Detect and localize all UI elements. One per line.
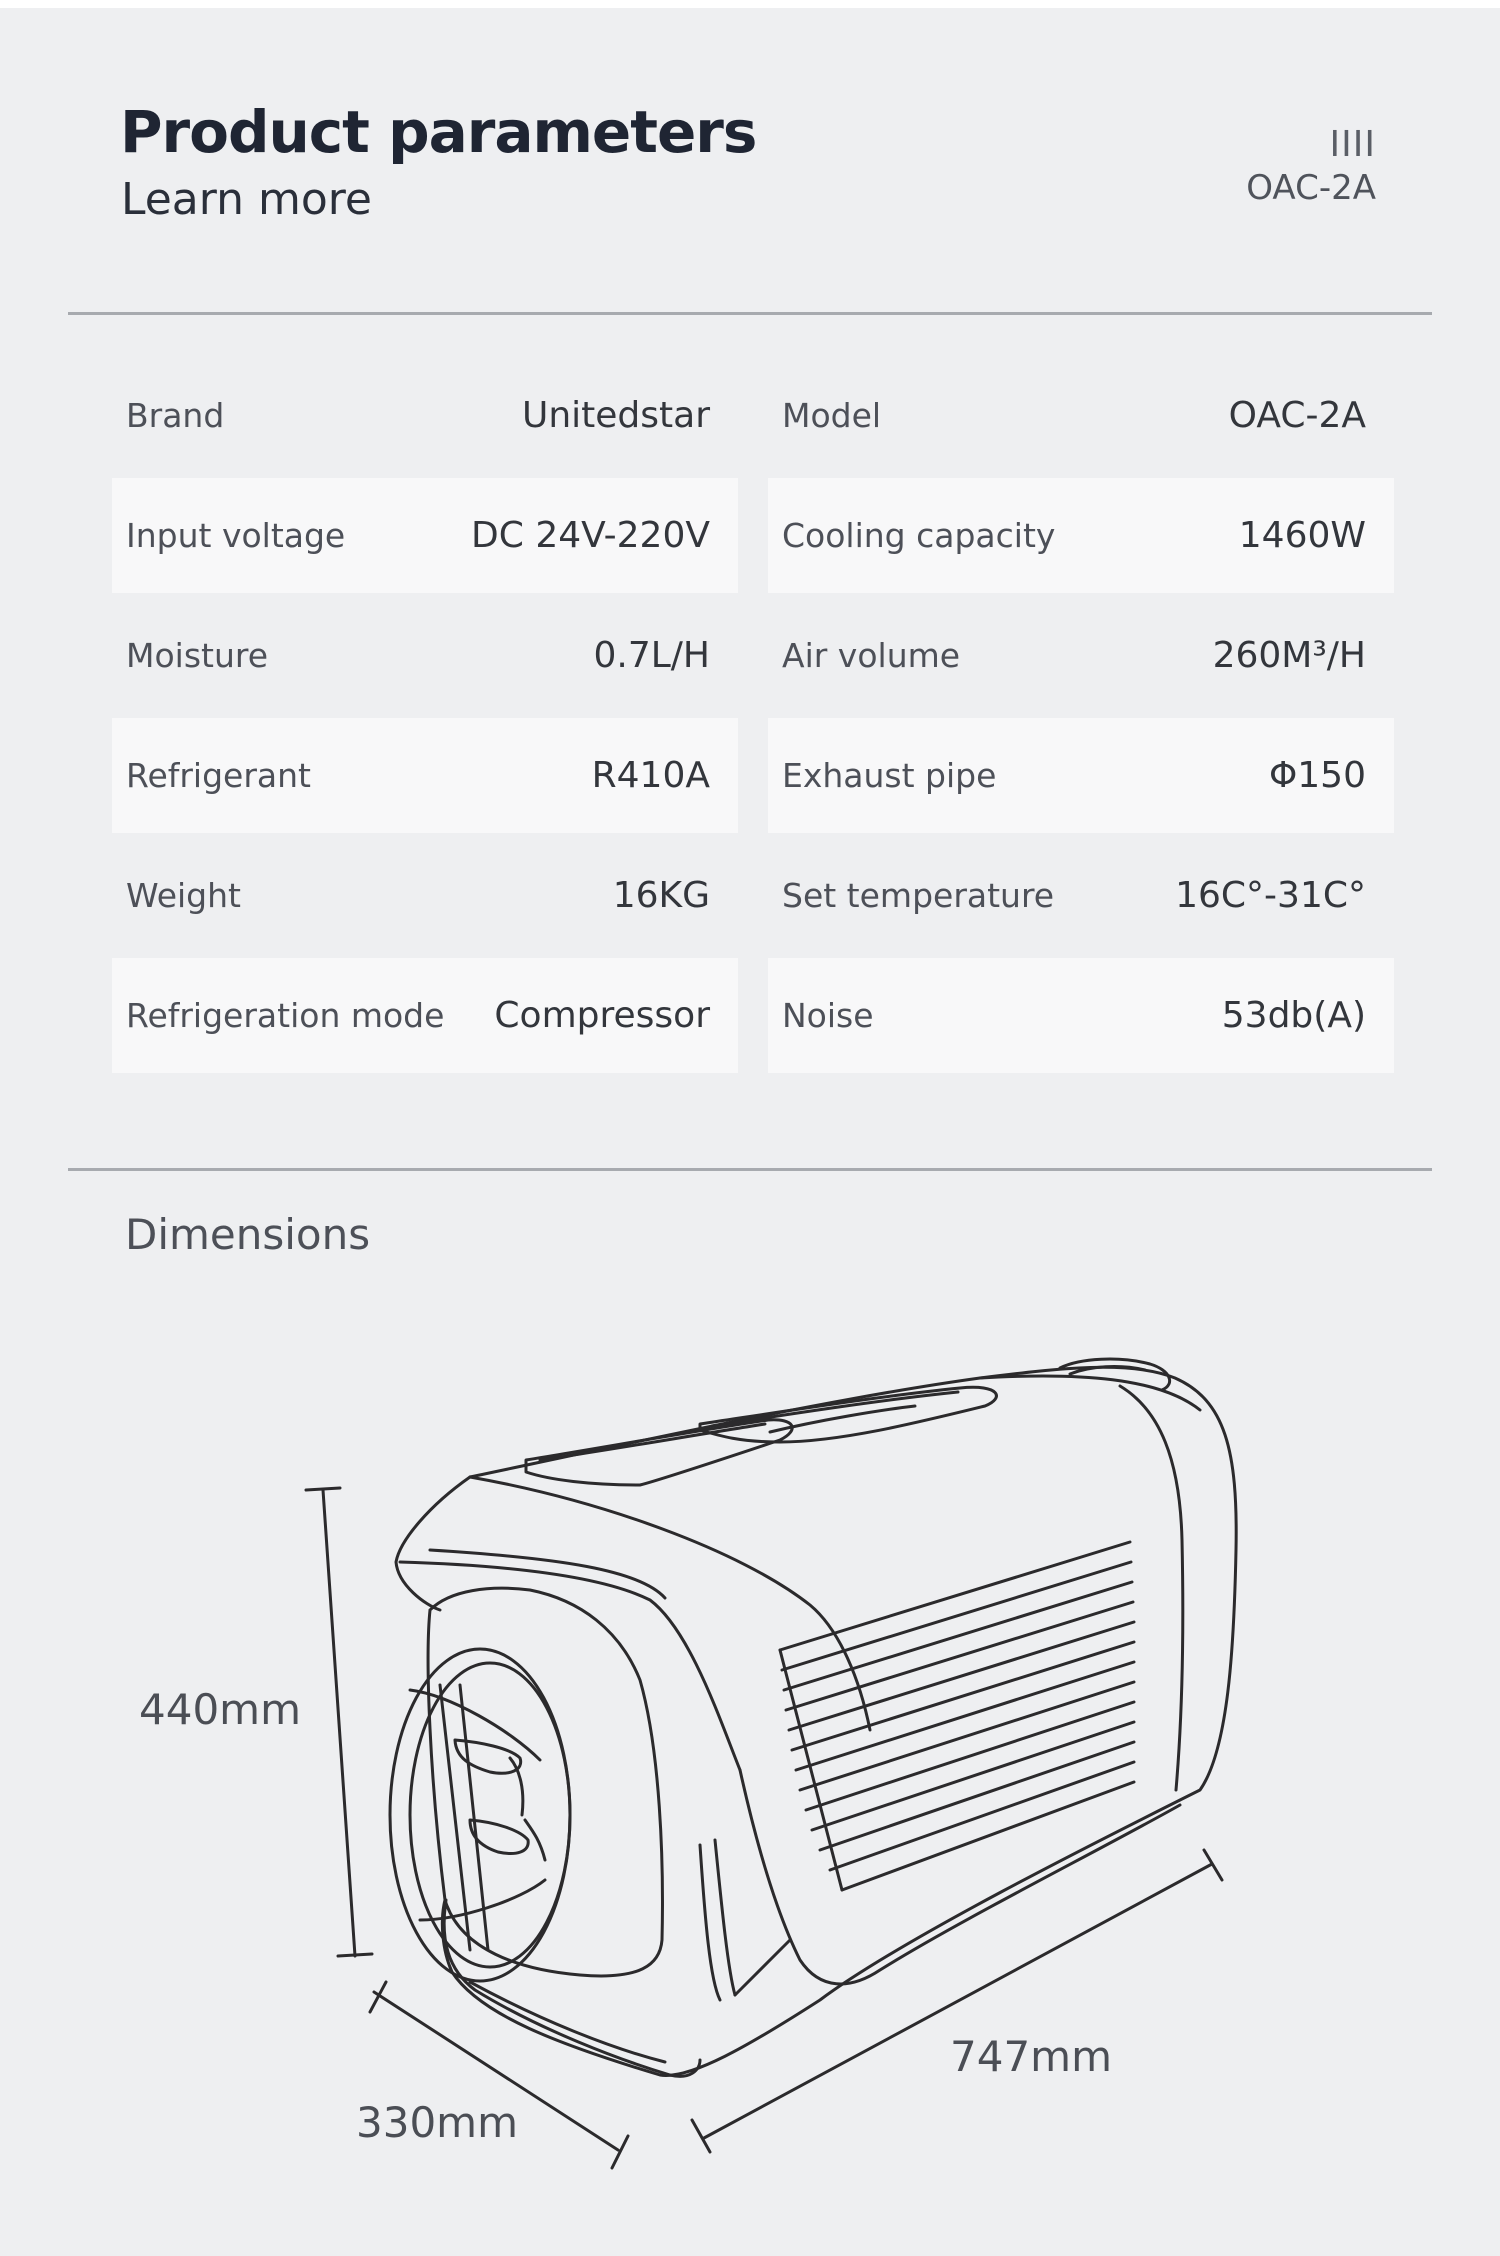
parameter-value: Compressor [494,995,710,1036]
dimensions-title: Dimensions [125,1210,371,1259]
parameter-label: Set temperature [782,876,1055,915]
housing-outline [442,1367,1236,2075]
parameter-row [112,958,1394,1073]
height-dimension-line [306,1488,372,1956]
parameter-value: DC 24V-220V [471,515,710,556]
model-mark: IIII [1329,124,1376,165]
parameter-label: Air volume [782,636,961,675]
page-title: Product parameters [120,98,757,166]
exhaust-pipe-ring [390,1649,570,1981]
top-divider [68,312,1432,315]
parameter-cell [112,838,738,953]
parameter-label: Brand [126,396,225,435]
parameter-value: 1460W [1238,515,1366,556]
bottom-divider [68,1168,1432,1171]
parameter-value: Unitedstar [521,395,710,436]
parameter-label: Refrigeration mode [126,996,445,1035]
parameter-cell [768,358,1394,473]
parameter-cell [768,478,1394,593]
parameter-row [112,358,1394,473]
parameter-label: Input voltage [126,516,346,555]
parameter-value: 0.7L/H [593,635,710,676]
top-strip [0,0,1500,8]
front-panel [428,1588,662,1976]
learn-more-link[interactable]: Learn more [121,174,372,225]
parameter-value: 53db(A) [1221,995,1366,1036]
parameter-label: Weight [126,876,241,915]
length-dimension-line [692,1850,1222,2152]
parameter-label: Cooling capacity [782,516,1056,555]
front-frame [396,1477,470,1610]
parameter-label: Noise [782,996,874,1035]
parameter-cell [768,958,1394,1073]
parameter-row [112,598,1394,713]
parameter-label: Refrigerant [126,756,311,795]
parameter-value: 16C°-31C° [1175,875,1366,916]
portable-air-conditioner-icon [0,1300,1500,2256]
top-vent [526,1420,792,1485]
parameter-row [112,718,1394,833]
parameter-value: 260M³/H [1212,635,1366,676]
parameter-label: Moisture [126,636,269,675]
parameter-value: Φ150 [1268,755,1366,796]
parameter-value: OAC-2A [1228,395,1366,436]
parameter-cell [768,718,1394,833]
parameter-value: R410A [591,755,710,796]
rear-handle [1060,1359,1170,1390]
parameter-label: Exhaust pipe [782,756,997,795]
parameter-cell [112,478,738,593]
parameter-value: 16KG [612,875,710,916]
parameter-cell [112,958,738,1073]
parameter-cell [768,598,1394,713]
parameter-row [112,478,1394,593]
parameters-table [112,358,1394,1078]
height-label: 440mm [139,1685,301,1734]
parameter-cell [112,718,738,833]
parameter-cell [768,838,1394,953]
parameter-row [112,838,1394,953]
parameter-label: Model [782,396,882,435]
model-code: OAC-2A [1246,168,1376,208]
parameter-cell [112,598,738,713]
parameter-cell [112,358,738,473]
side-grille [780,1542,1134,1890]
depth-label: 330mm [356,2098,518,2147]
length-label: 747mm [950,2032,1112,2081]
